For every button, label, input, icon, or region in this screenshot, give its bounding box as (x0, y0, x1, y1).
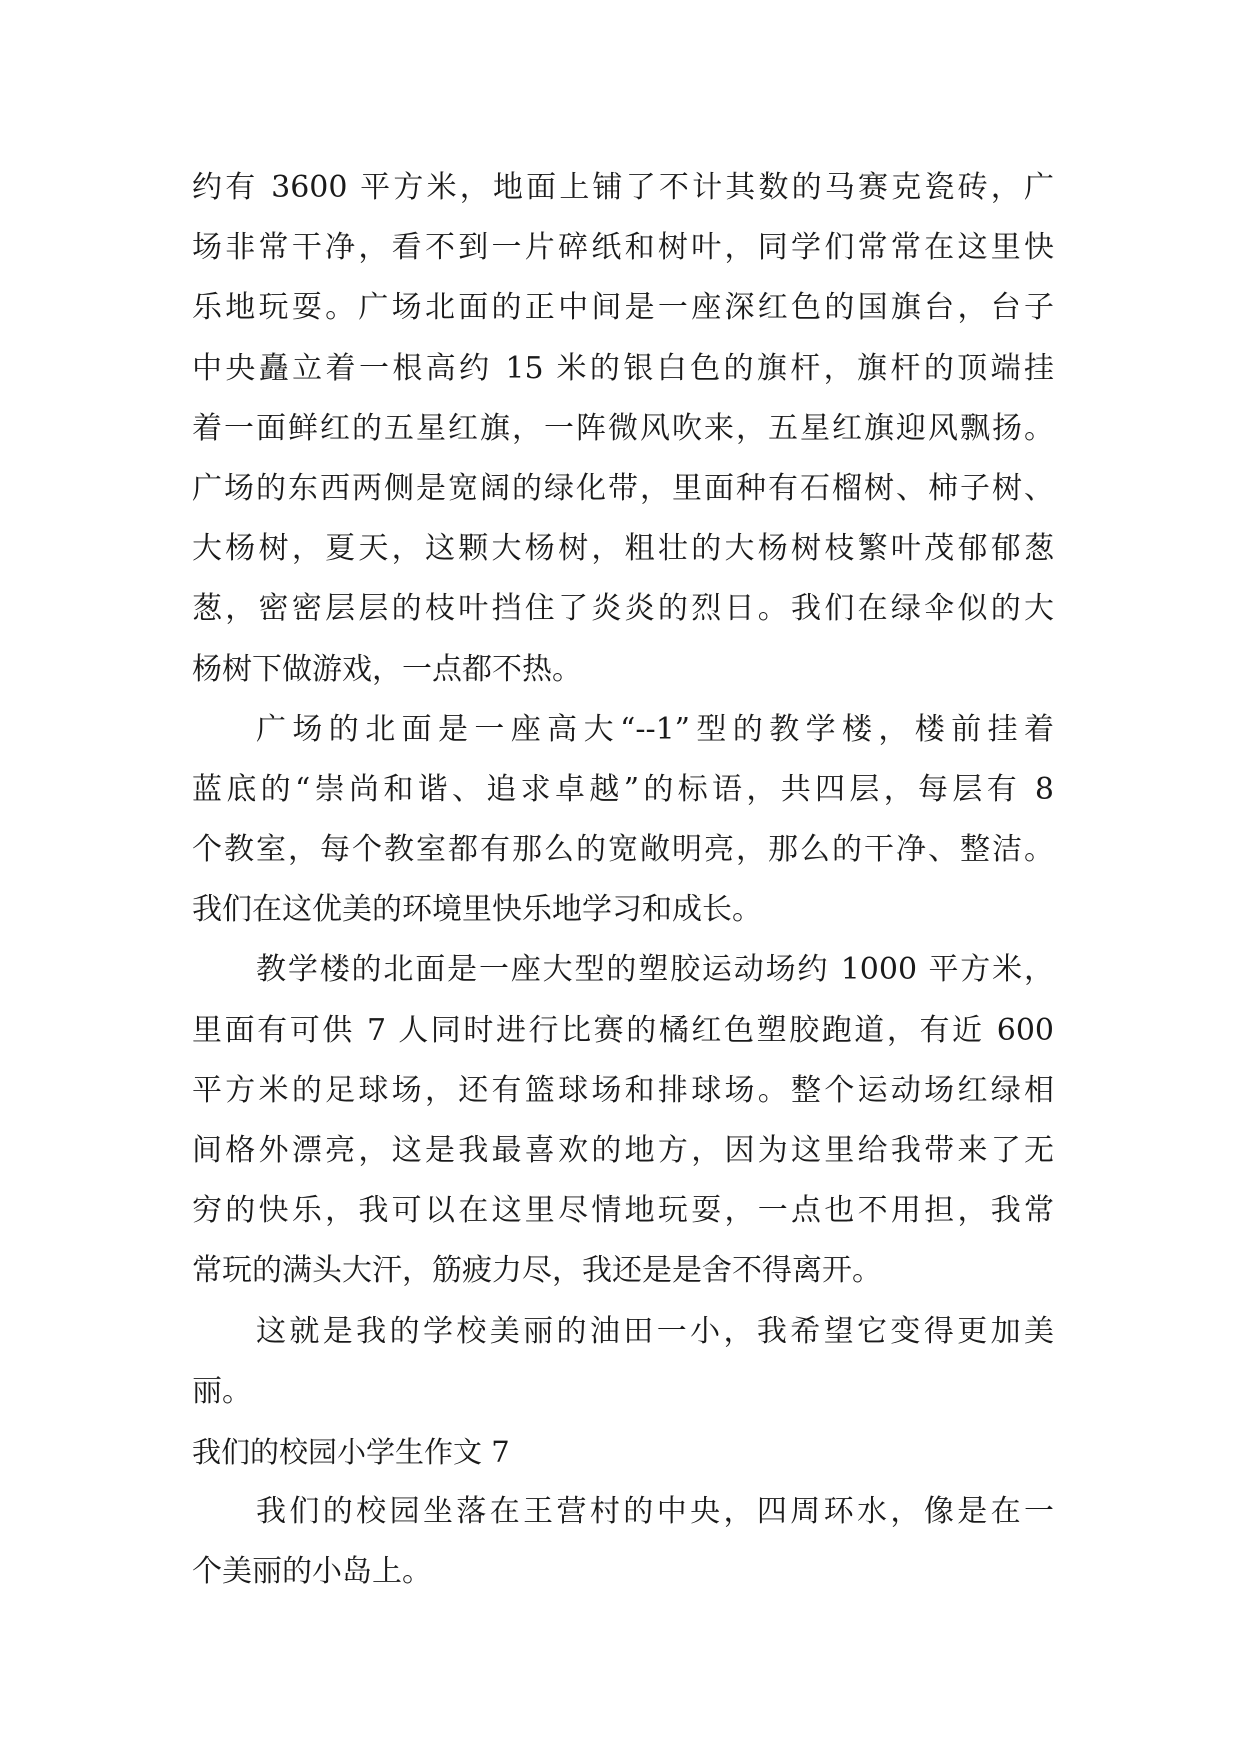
section-heading: 我们的校园小学生作文 7 (192, 1434, 510, 1469)
text-line: 这就是我的学校美丽的油田一小，我希望它变得更加美 (256, 1313, 1054, 1349)
text-line: 教学楼的北面是一座大型的塑胶运动场约 1000 平方米， (256, 952, 1054, 988)
text-line: 场非常干净，看不到一片碎纸和树叶，同学们常常在这里快 (192, 230, 1054, 266)
text-line: 中央矗立着一根高约 15 米的银白色的旗杆，旗杆的顶端挂 (192, 350, 1054, 386)
text-line: 杨树下做游戏，一点都不热。 (192, 651, 582, 687)
text-line: 葱，密密层层的枝叶挡住了炎炎的烈日。我们在绿伞似的大 (192, 591, 1054, 627)
text-line: 平方米的足球场，还有篮球场和排球场。整个运动场红绿相 (192, 1072, 1054, 1108)
text-line: 间格外漂亮，这是我最喜欢的地方，因为这里给我带来了无 (192, 1133, 1054, 1168)
text-line: 丽。 (192, 1373, 252, 1409)
document-page (192, 158, 1054, 1603)
text-line: 里面有可供 7 人同时进行比赛的橘红色塑胶跑道，有近 600 (192, 1012, 1054, 1048)
text-line: 常玩的满头大汗，筋疲力尽，我还是是舍不得离开。 (192, 1253, 882, 1289)
text-line: 我们在这优美的环境里快乐地学习和成长。 (192, 892, 762, 928)
text-line: 大杨树，夏天，这颗大杨树，粗壮的大杨树枝繁叶茂郁郁葱 (192, 531, 1054, 567)
text-line: 穷的快乐，我可以在这里尽情地玩耍，一点也不用担，我常 (192, 1193, 1054, 1229)
text-line: 个教室，每个教室都有那么的宽敞明亮，那么的干净、整洁。 (192, 832, 1054, 868)
text-line: 乐地玩耍。广场北面的正中间是一座深红色的国旗台，台子 (192, 290, 1054, 326)
text-line: 蓝底的“崇尚和谐、追求卓越”的标语，共四层，每层有 8 (192, 771, 1054, 807)
text-line: 个美丽的小岛上。 (192, 1554, 432, 1590)
text-line: 我们的校园坐落在王营村的中央，四周环水，像是在一 (256, 1494, 1054, 1530)
text-line: 约有 3600 平方米，地面上铺了不计其数的马赛克瓷砖，广 (192, 170, 1054, 205)
text-line: 广场的北面是一座高大“--1”型的教学楼，楼前挂着 (256, 711, 1054, 747)
text-line: 着一面鲜红的五星红旗，一阵微风吹来，五星红旗迎风飘扬。 (192, 410, 1054, 446)
text-line: 广场的东西两侧是宽阔的绿化带，里面种有石榴树、柿子树、 (192, 470, 1054, 506)
